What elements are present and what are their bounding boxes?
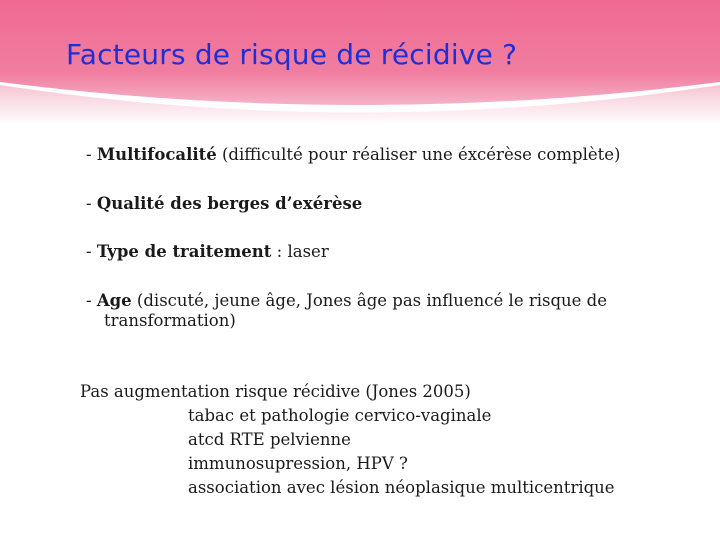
- bullet-bold: Type de traitement: [96, 242, 272, 261]
- bullet-dash: -: [86, 291, 97, 310]
- bullet-bold: Qualité des berges d’exérèse: [96, 194, 363, 213]
- no-increase-item: immunosupression, HPV ?: [188, 454, 408, 473]
- bullet-bold: Age: [96, 291, 132, 310]
- no-increase-item: tabac et pathologie cervico-vaginale: [188, 406, 492, 425]
- bullet-dash: -: [86, 145, 97, 164]
- no-increase-lead: Pas augmentation risque récidive (Jones 2005): [80, 382, 471, 401]
- bullet-bold: Multifocalité: [96, 145, 217, 164]
- slide-title: Facteurs de risque de récidive ?: [66, 38, 518, 71]
- bullet-dash: -: [86, 242, 97, 261]
- no-increase-item: atcd RTE pelvienne: [188, 430, 351, 449]
- bullet-text: (discuté, jeune âge, Jones âge pas influencé le risque de: [131, 291, 608, 310]
- bullet-text: (difficulté pour réaliser une éxcérèse complète): [216, 145, 621, 164]
- no-increase-item: association avec lésion néoplasique multicentrique: [188, 478, 615, 497]
- bullet-dash: -: [86, 194, 97, 213]
- bullet-multifocalite: [86, 145, 620, 165]
- bullet-qualite-berges: [86, 194, 362, 214]
- bullet-age-continuation: transformation): [104, 311, 236, 330]
- bullet-type-traitement: [86, 242, 329, 262]
- bullet-age: [86, 291, 607, 311]
- bullet-text: : laser: [271, 242, 329, 261]
